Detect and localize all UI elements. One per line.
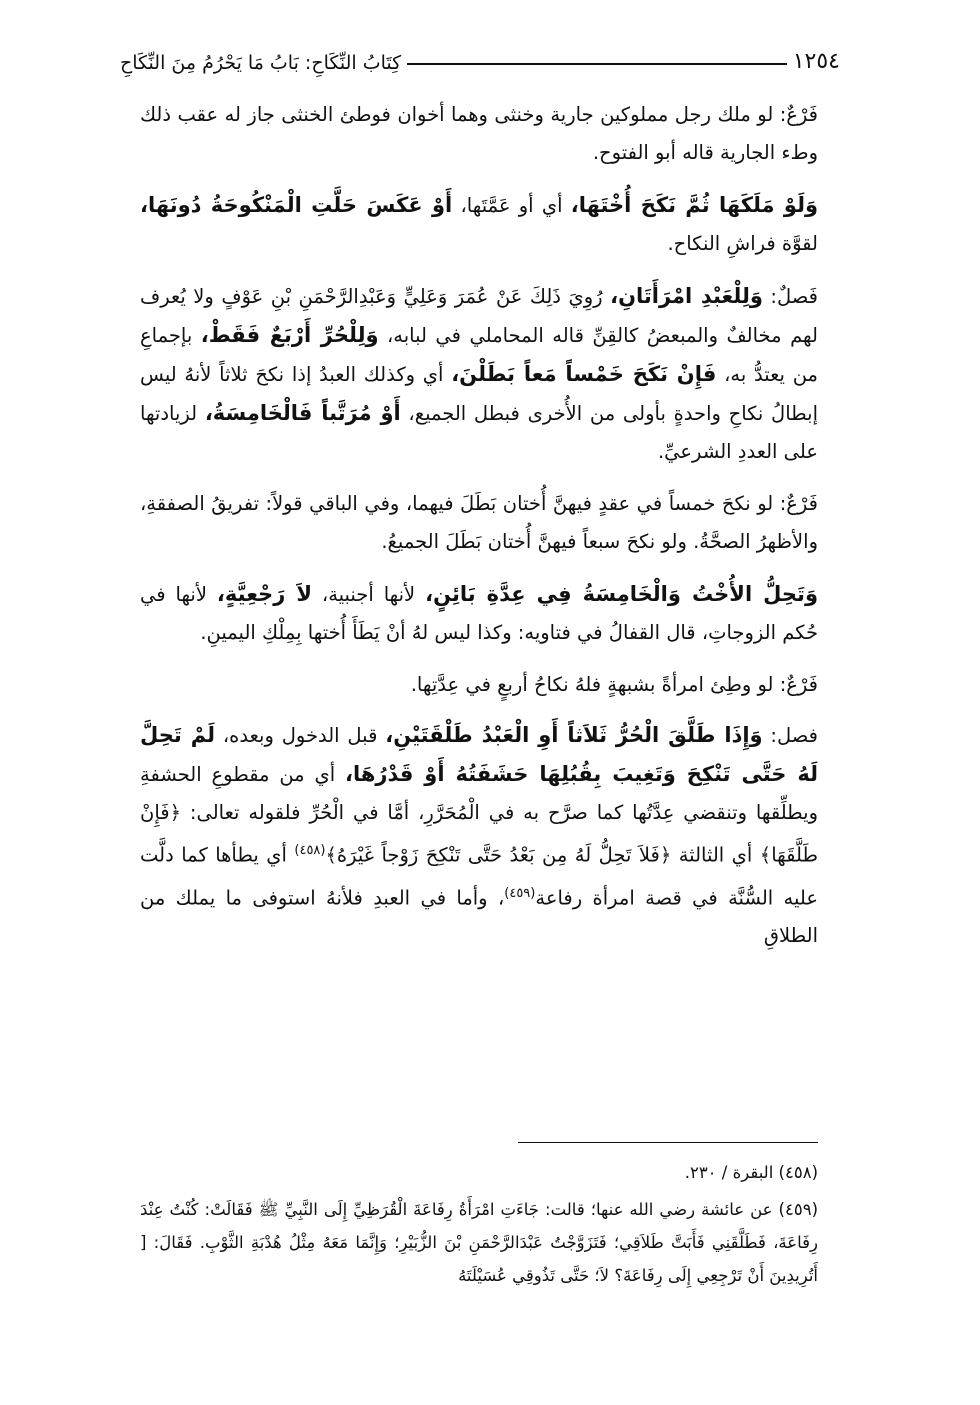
commentary-text: بإجماعِ من يعتدُّ به،: [140, 324, 818, 386]
commentary-text: لقوَّة فراشِ النكاح.: [667, 232, 818, 255]
matn-text: أَوْ مُرَتَّباً فَالْخَامِسَةُ،: [204, 401, 401, 425]
paragraph-fasl-divorce: [140, 716, 818, 955]
paragraph-far-2: [140, 485, 818, 561]
paragraph-text: فَرْعٌ: لو نكحَ خمساً في عقدٍ فيهنَّ أُختان بَطَلَ فيهما، وفي الباقي قولاً: تفريقُ الصفقةِ، والأظهرُ الصحَّةُ. ولو نكحَ سبعاً فيهنَّ أُختان بَطَلَ الجميعُ.: [140, 492, 818, 553]
commentary-text: لأنها أجنبية،: [311, 583, 426, 606]
footnote-458: (٤٥٨) البقرة / ٢٣٠.: [684, 1163, 818, 1182]
commentary-text: أي من مقطوعِ الحشفةِ ويطلِّقها وتنقضي عِدَّتُها كما صرَّح به في الْمُحَرَّرِ، أمَّا في الْحُرِّ فلقوله تعالى: ﴿فَإِنْ طَلَّقَهَا﴾ أي الثالثة ﴿فَلاَ تَحِلُّ لَهُ مِن بَعْدُ حَتَّى تَنْكِحَ زَوْجاً غَيْرَهُ﴾: [140, 763, 818, 867]
matn-text: لاَ رَجْعِيَّةٍ،: [216, 582, 312, 606]
commentary-text: أي أو عَمَّتَها،: [452, 194, 571, 217]
paragraph-matn-iddah: [140, 575, 818, 652]
matn-text: وَإِذَا طَلَّقَ الْحُرُّ ثَلاَثاً أَوِ الْعَبْدُ طَلْقَتَيْنِ،: [385, 723, 763, 747]
matn-text: أَوْ عَكَسَ حَلَّتِ الْمَنْكُوحَةُ دُونَهَا،: [140, 193, 453, 217]
paragraph-far-1: [140, 96, 818, 172]
main-text: [140, 96, 818, 969]
matn-text: وَلِلْحُرِّ أَرْبَعٌ فَقَطْ،: [200, 323, 379, 347]
matn-text: فَإِنْ نَكَحَ خَمْساً مَعاً بَطَلْنَ،: [451, 362, 717, 386]
commentary-text: أي يطأها كما دلَّت عليه السُّنَّة في قصة امرأة رفاعة: [140, 843, 818, 909]
commentary-text: رُوِيَ ذَلِكَ عَنْ عُمَرَ وَعَلِيٍّ وَعَبْدِالرَّحْمَنِ بْنِ عَوْفٍ ولا يُعرف لهم مخالفٌ والمبعضُ كالقِنِّ قاله المحاملي في لبابه،: [140, 285, 818, 347]
paragraph-text: فَرْعٌ: لو ملك رجل مملوكين جارية وخنثى وهما أخوان فوطئ الخنثى جاز له عقب ذلك وطء الجارية قاله أبو الفتوح.: [140, 103, 818, 164]
paragraph-fasl-wives: [140, 277, 818, 471]
commentary-text: قبل الدخول وبعده،: [215, 724, 386, 747]
paragraph-matn-sisters: [140, 186, 818, 263]
running-title: كِتَابُ النِّكَاحِ: بَابُ مَا يَحْرُمُ مِنَ النِّكَاحِ: [120, 52, 402, 75]
page-header: [120, 34, 840, 74]
commentary-text: ، وأما في العبدِ فلأنهُ استوفى ما يملك من الطلاقِ: [140, 886, 818, 947]
footnote-459: (٤٥٩) عن عائشة رضي الله عنها؛ قالت: جَاءَتِ امْرَأَةُ رِفَاعَةَ الْقُرَظِيِّ إِلَى النَّبِيِّ ﷺ فَقَالَتْ: كُنْتُ عِنْدَ رِفَاعَةَ، فَطَلَّقَنِي فَأَبَتَّ طَلاَقِي؛ فَتَزَوَّجْتُ عَبْدَالرَّحْمَنِ بْنَ الزُّبَيْرِ؛ وَإِنَّمَا مَعَهُ مِثْلُ هُدْبَةِ الثَّوْبِ. فَقَالَ: [ أَتُرِيدِينَ أَنْ تَرْجِعِي إِلَى رِفَاعَةَ؟ لاَ؛ حَتَّى تَذُوقِي عُسَيْلَتَهُ: [140, 1200, 818, 1285]
commentary-text: لزيادتها على العددِ الشرعيِّ.: [140, 402, 818, 463]
matn-text: لَمْ تَحِلَّ لَهُ حَتَّى تَنْكِحَ وَتَغِيبَ بِقُبُلِهَا حَشَفَتُهُ أَوْ قَدْرُهَا،: [140, 723, 818, 786]
footnote-ref: (٤٥٩): [504, 885, 536, 901]
footnote-ref: (٤٥٨): [294, 843, 326, 858]
commentary-text: أي وكذلك العبدُ إذا نكحَ ثلاثاً لأنهُ ليس إبطالُ نكاحِ واحدةٍ بأولى من الأُخرى فبطل الجميع،: [140, 363, 818, 425]
matn-text: وَلَوْ مَلَكَهَا ثُمَّ نَكَحَ أُخْتَهَا،: [570, 193, 819, 217]
matn-text: وَتَحِلُّ الأُخْتُ وَالْخَامِسَةُ فِي عِدَّةِ بَائِنٍ،: [425, 582, 818, 606]
paragraph-text: فَرْعٌ: لو وطِئ امرأةً بشبهةٍ فلهُ نكاحُ أربعٍ في عِدَّتِها.: [410, 673, 818, 696]
page-number: ١٢٥٤: [792, 48, 840, 74]
section-label: فصل:: [762, 724, 819, 747]
footnote-divider: [518, 1142, 818, 1143]
commentary-text: لأنها في حُكم الزوجاتِ، قال القفالُ في فتاويه: وكذا ليس لهُ أنْ يَطَأَ أُختها بِمِلْكِ اليمينِ.: [140, 583, 818, 644]
section-label: فَصلٌ:: [762, 285, 818, 308]
matn-text: وَلِلْعَبْدِ امْرَأَتَانِ،: [610, 284, 763, 308]
paragraph-far-3: [140, 666, 818, 704]
footnotes: [140, 1156, 818, 1296]
header-rule: [407, 63, 787, 65]
